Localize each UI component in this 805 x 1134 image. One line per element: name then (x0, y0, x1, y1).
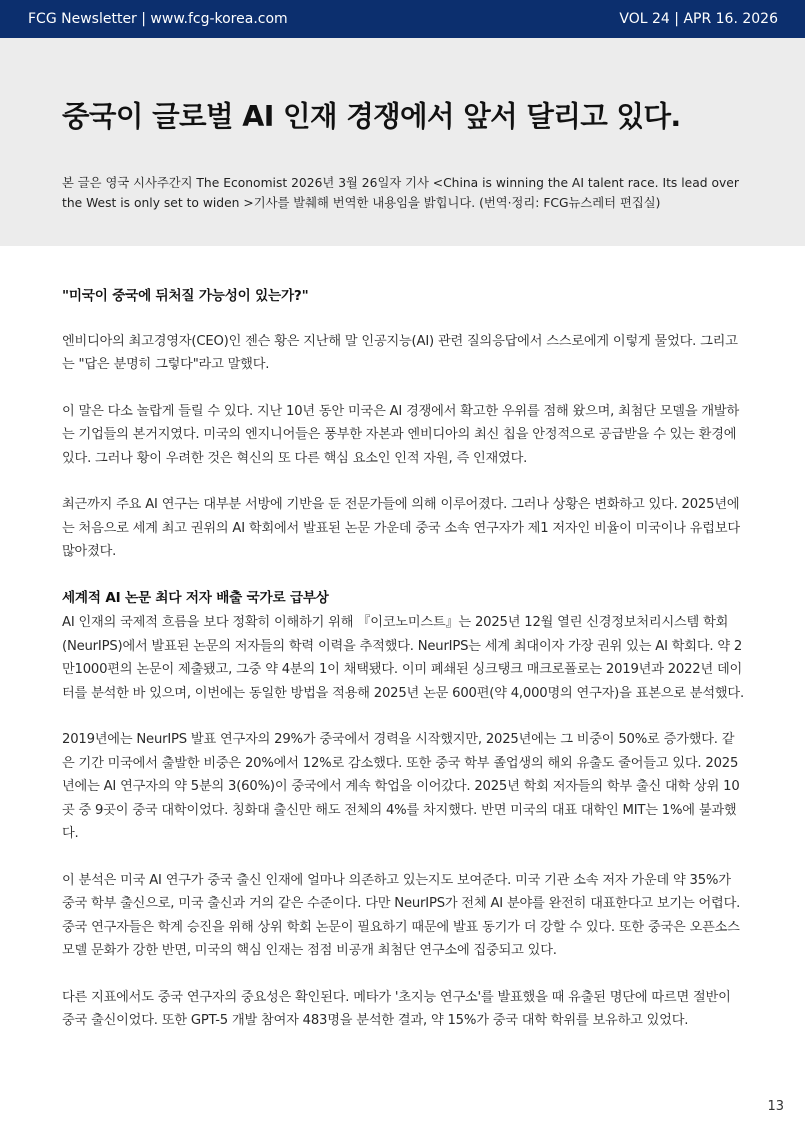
paragraph: 이 분석은 미국 AI 연구가 중국 출신 인재에 얼마나 의존하고 있는지도 보여준다. 미국 기관 소속 저자 가운데 약 35%가 중국 학부 출신으로, 미국 출신과 거의 같은 수준이다. 다만 NeurIPS가 전체 AI 분야를 완전히 대표한다고 보기는 어렵다. 중국 연구자들은 학계 승진을 위해 상위 학회 논문이 필요하기 때문에 발표 동기가 더 강할 수 있다. 또한 중국은 오픈소스 모델 문화가 강한 반면, 미국의 핵심 인재는 점점 비공개 최첨단 연구소에 집중되고 있다. (62, 872, 741, 958)
page-number: 13 (767, 1099, 784, 1114)
article-body (62, 285, 744, 1033)
paragraph: 이 말은 다소 놀랍게 들릴 수 있다. 지난 10년 동안 미국은 AI 경쟁에서 확고한 우위를 점해 왔으며, 최첨단 모델을 개발하는 기업들의 본거지였다. 미국의 엔지니어들은 풍부한 자본과 엔비디아의 최신 칩을 안정적으로 공급받을 수 있는 환경에 있다. 그러나 황이 우려한 것은 혁신의 또 다른 핵심 요소인 인적 자원, 즉 인재였다. (62, 403, 739, 466)
newsletter-name-and-url: FCG Newsletter | www.fcg-korea.com (28, 11, 288, 27)
article-source-note: 본 글은 영국 시사주간지 The Economist 2026년 3월 26일자 기사 <China is winning the AI talent race. Its lead over the West is only set to widen >기사를 발췌해 번역한 내용임을 밝힙니다. (번역·정리: FCG뉴스레터 편집실) (62, 176, 739, 210)
issue-volume-and-date: VOL 24 | APR 16. 2026 (619, 11, 778, 27)
paragraph: 엔비디아의 최고경영자(CEO)인 젠슨 황은 지난해 말 인공지능(AI) 관련 질의응답에서 스스로에게 이렇게 물었다. 그리고는 "답은 분명히 그렇다"라고 말했다. (62, 333, 738, 372)
paragraph: 최근까지 주요 AI 연구는 대부분 서방에 기반을 둔 전문가들에 의해 이루어졌다. 그러나 상황은 변화하고 있다. 2025년에는 처음으로 세계 최고 권위의 AI 학회에서 발표된 논문 가운데 중국 소속 연구자가 제1 저자인 비율이 미국이나 유럽보다 많아졌다. (62, 497, 740, 559)
article-hero (0, 38, 805, 246)
section-subheading: 세계적 AI 논문 최다 저자 배출 국가로 급부상 (62, 589, 329, 606)
paragraph: 2019년에는 NeurIPS 발표 연구자의 29%가 중국에서 경력을 시작했지만, 2025년에는 그 비중이 50%로 증가했다. 같은 기간 미국에서 출발한 비중은 20%에서 12%로 감소했다. 또한 중국 학부 졸업생의 해외 유출도 줄어들고 있다. 2025년에는 AI 연구자의 약 5분의 3(60%)이 중국에서 계속 학업을 이어갔다. 2025년 학회 저자들의 학부 출신 대학 상위 10곳 중 9곳이 중국 대학이었다. 칭화대 출신만 해도 전체의 4%를 차지했다. 반면 미국의 대표 대학인 MIT는 1%에 불과했다. (62, 732, 740, 841)
article-title: 중국이 글로벌 AI 인재 경쟁에서 앞서 달리고 있다. (62, 100, 681, 133)
opening-question: "미국이 중국에 뒤처질 가능성이 있는가?" (62, 288, 309, 304)
paragraph: 다른 지표에서도 중국 연구자의 중요성은 확인된다. 메타가 '초지능 연구소'를 발표했을 때 유출된 명단에 따르면 절반이 중국 출신이었다. 또한 GPT-5 개발 참여자 483명을 분석한 결과, 약 15%가 중국 대학 학위를 보유하고 있었다. (62, 989, 731, 1028)
paragraph: AI 인재의 국제적 흐름을 보다 정확히 이해하기 위해 『이코노미스트』는 2025년 12월 열린 신경정보처리시스템 학회(NeurIPS)에서 발표된 논문의 저자들의 학력 이력을 추적했다. NeurIPS는 세계 최대이자 가장 권위 있는 AI 학회다. 약 2만1000편의 논문이 제출됐고, 그중 약 4분의 1이 채택됐다. 이미 폐쇄된 싱크탱크 매크로폴로는 2019년과 2022년 데이터를 분석한 바 있으며, 이번에는 동일한 방법을 적용해 2025년 논문 600편(약 4,000명의 연구자)을 표본으로 분석했다. (62, 615, 744, 701)
newsletter-header-bar (0, 0, 805, 38)
